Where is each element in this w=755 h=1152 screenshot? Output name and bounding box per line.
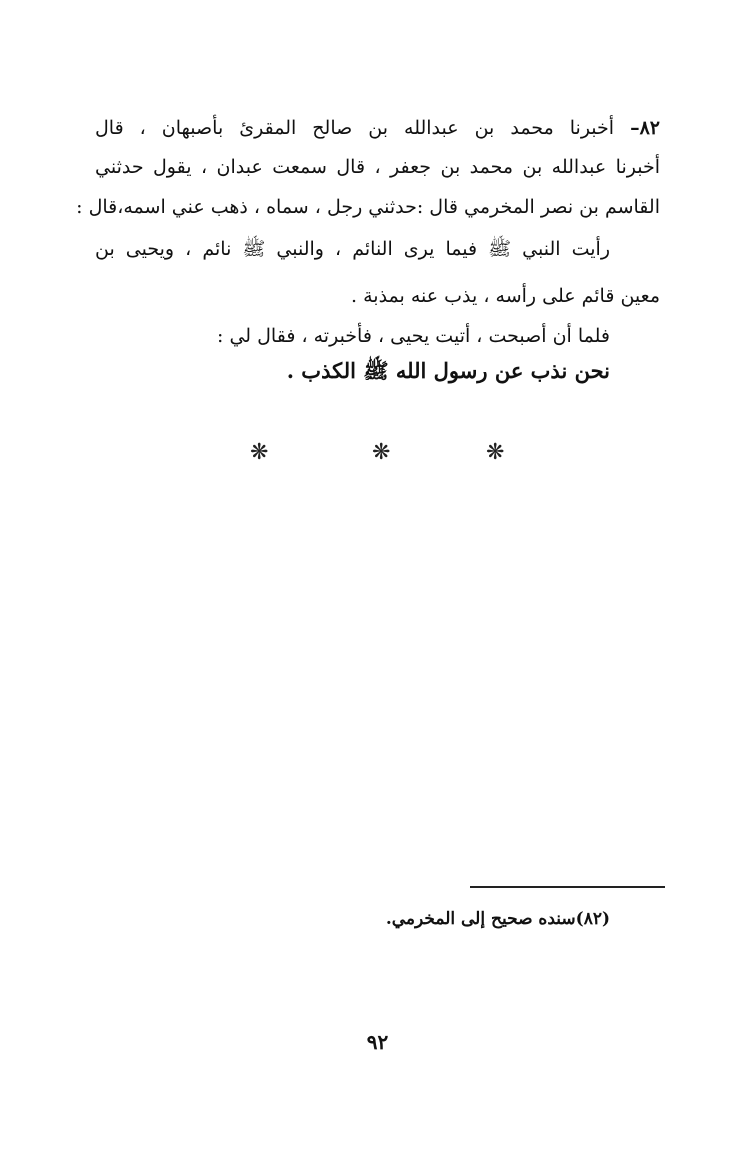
paragraph-line-5: معين قائم على رأسه ، يذب عنه بمذبة . bbox=[351, 285, 660, 307]
page-number: ٩٢ bbox=[366, 1030, 389, 1054]
paragraph-line-1-text: أخبرنا محمد بن عبدالله بن صالح المقرئ بأصبهان ، قال bbox=[95, 117, 615, 139]
flower-ornament-icon: ❋ bbox=[250, 440, 269, 465]
paragraph-line-3: القاسم بن نصر المخرمي قال :حدثني رجل ، سماه ، ذهب عني اسمه،قال : bbox=[76, 196, 660, 218]
flower-ornament-icon: ❋ bbox=[372, 440, 391, 465]
paragraph-line-7: نحن نذب عن رسول الله ﷺ الكذب . bbox=[286, 358, 610, 383]
flower-ornament-icon: ❋ bbox=[486, 440, 505, 465]
footnote-separator bbox=[470, 886, 665, 888]
footnote: (٨٢)سنده صحيح إلى المخرمي. bbox=[385, 909, 610, 929]
paragraph-line-2: أخبرنا عبدالله بن محمد بن جعفر ، قال سمعت عبدان ، يقول حدثني bbox=[95, 156, 660, 178]
paragraph-line-6: فلما أن أصبحت ، أتيت يحيى ، فأخبرته ، فقال لي : bbox=[217, 325, 610, 347]
hadith-number: ٨٢– bbox=[630, 117, 660, 139]
section-divider-ornaments bbox=[0, 438, 755, 468]
paragraph-line-1 bbox=[95, 114, 660, 142]
paragraph-line-4: رأيت النبي ﷺ فيما يرى النائم ، والنبي ﷺ نائم ، ويحيى بن bbox=[95, 238, 610, 260]
